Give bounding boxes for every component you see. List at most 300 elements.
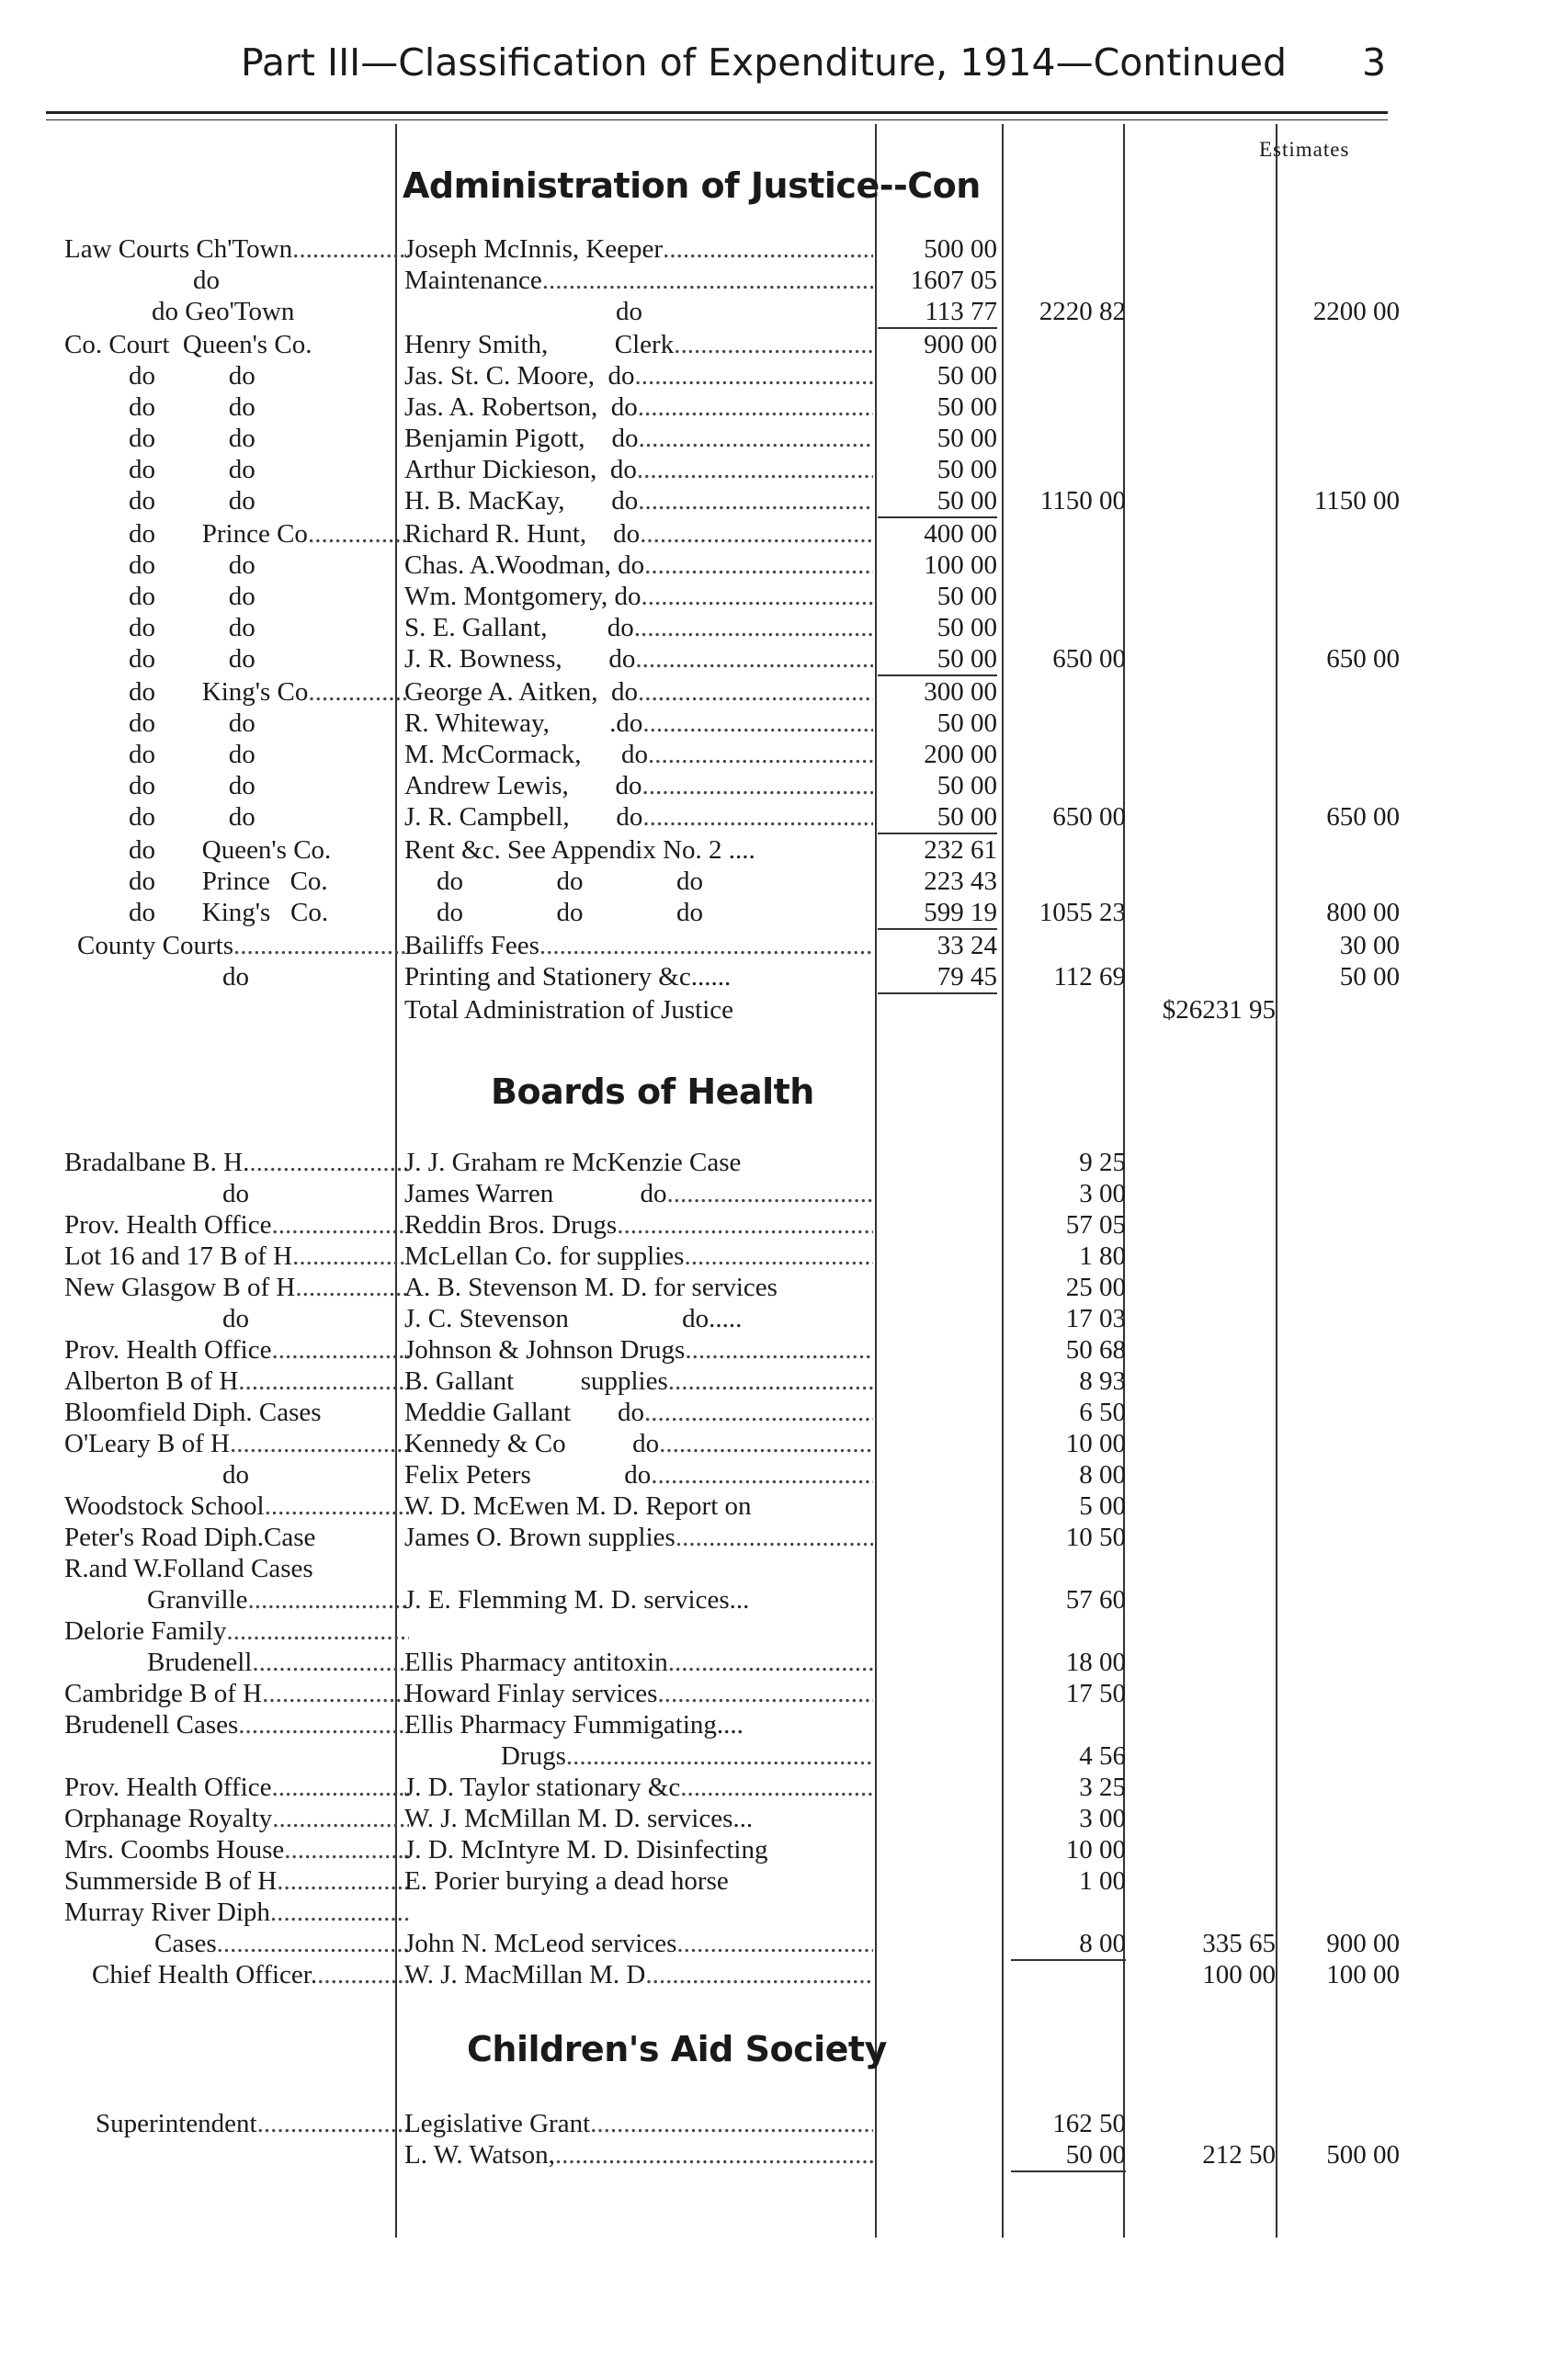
dot-leader: [642, 770, 873, 801]
ledger-row: [0, 1678, 1544, 1709]
item-description: [404, 1272, 873, 1303]
ledger-row: [0, 676, 1544, 708]
left-label-text: Summerside B of H: [64, 1866, 278, 1896]
dot-leader: [644, 550, 873, 581]
ledger-row: [0, 866, 1544, 897]
dot-leader: [292, 1241, 409, 1272]
amount-c3: $26231 95: [1162, 995, 1276, 1025]
dot-leader: [252, 1647, 409, 1678]
amount-c1: 599 19: [878, 897, 997, 930]
item-description: [404, 739, 873, 770]
page-number: 3: [1362, 40, 1387, 85]
item-description: [404, 1178, 873, 1209]
ledger-row: [0, 518, 1544, 550]
left-label: [64, 1709, 409, 1740]
left-label-text: Chief Health Officer.: [92, 1960, 318, 1989]
ledger-row: [0, 1272, 1544, 1303]
item-description-text: Kennedy & Co do: [404, 1429, 660, 1458]
amount-c2: 3 00: [1079, 1804, 1126, 1833]
item-description: [404, 1459, 873, 1490]
ledger-row: [0, 1490, 1544, 1522]
left-label: [64, 801, 409, 833]
left-label: [64, 1678, 409, 1709]
estimate-amount: 900 00: [1326, 1929, 1400, 1958]
dot-leader: [640, 518, 873, 550]
left-label: [64, 897, 409, 928]
dot-leader: [566, 1740, 873, 1772]
left-label: [64, 1834, 409, 1865]
dot-leader: [248, 1584, 409, 1615]
section-heading-childrens-aid: Children's Aid Society: [467, 2029, 887, 2069]
item-description-text: W. D. McEwen M. D. Report on: [404, 1491, 752, 1521]
amount-c1: 113 77: [878, 296, 997, 329]
page-header-title: Part III—Classification of Expenditure, 1914—Continued: [241, 40, 1287, 85]
item-description-text: Joseph McInnis, Keeper: [404, 234, 664, 264]
left-label-text: Lot 16 and 17 B of H: [64, 1241, 293, 1271]
left-label: [64, 676, 409, 708]
item-description-text: E. Porier burying a dead horse: [404, 1866, 729, 1896]
item-description: [404, 2108, 873, 2139]
left-label-text: R.and W.Folland Cases: [64, 1554, 313, 1583]
left-label-text: Superintendent: [96, 2109, 257, 2138]
left-label: [64, 1272, 409, 1303]
left-label: [64, 1490, 409, 1522]
amount-c2: 1 00: [1079, 1866, 1126, 1896]
left-label-text: do do: [129, 392, 255, 422]
item-description: [404, 329, 873, 360]
item-description-text: H. B. MacKay, do: [404, 486, 639, 516]
amount-c2: 50 00: [1011, 2139, 1126, 2172]
amount-c2: 10 50: [1065, 1523, 1126, 1552]
item-description: [404, 1490, 873, 1522]
item-description: [404, 1303, 873, 1334]
left-label: [64, 1334, 409, 1366]
dot-leader: [685, 1334, 873, 1366]
left-label-text: do: [222, 962, 249, 992]
dot-leader: [642, 801, 873, 833]
item-description-text: Arthur Dickieson, do: [404, 455, 637, 484]
left-label: [64, 1615, 409, 1647]
left-label-text: Prov. Health Office: [64, 1773, 272, 1802]
ledger-row: [0, 1303, 1544, 1334]
estimate-amount: 1150 00: [1313, 486, 1400, 516]
item-description-text: W. J. MacMillan M. D: [404, 1960, 646, 1989]
item-description: [404, 454, 873, 485]
left-label-text: do: [193, 266, 220, 295]
item-description-text: Andrew Lewis, do: [404, 771, 642, 800]
amount-c2: 10 00: [1065, 1835, 1126, 1864]
ledger-row: [0, 612, 1544, 643]
item-description-text: J. D. Taylor stationary &c: [404, 1773, 681, 1802]
left-label-text: do King's Co: [129, 677, 309, 707]
left-label: [64, 1772, 409, 1803]
amount-c1: 50 00: [937, 455, 997, 484]
dot-leader: [226, 1615, 409, 1647]
ledger-row: [0, 1772, 1544, 1803]
ledger-row: [0, 296, 1544, 327]
amount-c3: 100 00: [1202, 1960, 1276, 1989]
item-description-text: W. J. McMillan M. D. services...: [404, 1804, 754, 1833]
left-label-text: do Geo'Town: [152, 297, 295, 326]
left-label-text: do: [222, 1304, 249, 1333]
dot-leader: [644, 1397, 873, 1428]
dot-leader: [272, 1803, 409, 1834]
left-label-text: Alberton B of H: [64, 1366, 239, 1396]
dot-leader: [317, 1959, 409, 1990]
left-label-text: do do: [129, 771, 255, 800]
item-description: [404, 1803, 873, 1834]
dot-leader: [277, 1865, 409, 1897]
item-description-text: J. E. Flemming M. D. services...: [404, 1585, 750, 1615]
dot-leader: [637, 454, 873, 485]
estimate-amount: 100 00: [1326, 1960, 1400, 1989]
ledger-row: [0, 1241, 1544, 1272]
ledger-row: [0, 1366, 1544, 1397]
section-heading-health: Boards of Health: [491, 1071, 814, 1112]
item-description: [404, 1709, 873, 1740]
left-label: [64, 233, 409, 265]
estimate-amount: 650 00: [1326, 644, 1400, 674]
dot-leader: [668, 1366, 873, 1397]
item-description: [404, 296, 873, 327]
left-label: [64, 2108, 409, 2139]
item-description: [404, 1366, 873, 1397]
left-label-text: do Queen's Co.: [129, 835, 332, 865]
dot-leader: [638, 391, 873, 423]
dot-leader: [238, 1709, 409, 1740]
left-label: [64, 1584, 409, 1615]
item-description-text: Henry Smith, Clerk: [404, 330, 675, 359]
item-description: [404, 994, 873, 1026]
dot-leader: [676, 1928, 873, 1959]
dot-leader: [638, 676, 873, 708]
amount-c2: 5 00: [1079, 1491, 1126, 1521]
ledger-row: [0, 930, 1544, 961]
item-description-text: Johnson & Johnson Drugs: [404, 1335, 686, 1365]
amount-c2: 50 68: [1065, 1335, 1126, 1365]
dot-leader: [641, 581, 873, 612]
item-description: [404, 1241, 873, 1272]
left-label-text: do do: [129, 708, 255, 738]
item-description: [404, 1647, 873, 1678]
amount-c1: 50 00: [937, 771, 997, 800]
left-label-text: Bloomfield Diph. Cases: [64, 1398, 322, 1427]
ledger-row: [0, 1834, 1544, 1865]
left-label: [64, 739, 409, 770]
amount-c1: 900 00: [924, 330, 997, 359]
ledger-row: [0, 1334, 1544, 1366]
left-label-text: do do: [129, 582, 255, 611]
left-label: [64, 1928, 409, 1959]
dot-leader: [292, 233, 409, 265]
item-description-text: J. R. Campbell, do: [404, 802, 643, 832]
item-description-text: B. Gallant supplies: [404, 1366, 668, 1396]
item-description-text: S. E. Gallant, do: [404, 613, 634, 642]
left-label: [64, 1241, 409, 1272]
dot-leader: [657, 1678, 873, 1709]
amount-c2: 8 00: [1079, 1460, 1126, 1490]
ledger-row: [0, 1428, 1544, 1459]
left-label: [64, 1178, 409, 1209]
left-label-text: do Prince Co: [129, 519, 308, 549]
ledger-row: [0, 961, 1544, 992]
left-label: [64, 1803, 409, 1834]
amount-c1: 79 45: [878, 961, 997, 994]
item-description: [404, 518, 873, 550]
left-label: [64, 1147, 409, 1178]
item-description-text: Richard R. Hunt, do: [404, 519, 641, 549]
item-description-text: do: [616, 297, 642, 326]
amount-c2: 9 25: [1079, 1148, 1126, 1177]
left-label-text: do King's Co.: [129, 898, 329, 927]
left-label: [64, 329, 409, 360]
item-description: [404, 1834, 873, 1865]
left-label: [64, 1522, 409, 1553]
amount-c2: 650 00: [1052, 644, 1126, 674]
item-description-text: Ellis Pharmacy Fummigating....: [404, 1710, 744, 1740]
left-label: [64, 1366, 409, 1397]
amount-c2: 1150 00: [1039, 486, 1126, 516]
item-description-text: Meddie Gallant do: [404, 1398, 644, 1427]
item-description: [404, 360, 873, 391]
item-description-text: M. McCormack, do: [404, 740, 648, 769]
left-label: [64, 454, 409, 485]
item-description-text: J. D. McIntyre M. D. Disinfecting: [404, 1835, 768, 1864]
dot-leader: [542, 265, 873, 296]
amount-c2: 650 00: [1052, 802, 1126, 832]
left-label-text: do: [222, 1460, 249, 1490]
item-description: [404, 643, 873, 674]
left-label: [64, 834, 409, 866]
left-label-text: Prov. Health Office: [64, 1210, 272, 1240]
amount-c2: 1055 23: [1039, 898, 1126, 927]
ledger-row: [0, 834, 1544, 866]
item-description: [404, 1928, 873, 1959]
left-label-text: Cases: [154, 1929, 217, 1958]
amount-c2: 25 00: [1065, 1273, 1126, 1302]
item-description-text: Wm. Montgomery, do: [404, 582, 641, 611]
ledger-row: [0, 581, 1544, 612]
ledger-row: [0, 1522, 1544, 1553]
item-description: [404, 961, 873, 992]
item-description-text: Ellis Pharmacy antitoxin: [404, 1648, 668, 1677]
left-label-text: do Prince Co.: [129, 867, 328, 896]
item-description-text: do do do: [437, 867, 703, 896]
amount-c1: 500 00: [924, 234, 997, 264]
ledger-row: [0, 1178, 1544, 1209]
ledger-row: [0, 770, 1544, 801]
left-label-text: do do: [129, 486, 255, 516]
ledger-row: [0, 1928, 1544, 1959]
dot-leader: [284, 1834, 409, 1865]
dot-leader: [295, 1272, 409, 1303]
dot-leader: [308, 518, 409, 550]
amount-c1: 200 00: [924, 740, 997, 769]
left-label: [64, 612, 409, 643]
left-label: [64, 930, 409, 961]
ledger-row: [0, 1615, 1544, 1647]
amount-c2: 6 50: [1079, 1398, 1126, 1427]
left-label-text: do do: [129, 424, 255, 453]
left-label: [64, 1647, 409, 1678]
left-label-text: Brudenell Cases: [64, 1710, 239, 1740]
dot-leader: [272, 1334, 410, 1366]
ledger-row: [0, 994, 1544, 1026]
ledger-row: [0, 897, 1544, 928]
amount-c2: 8 00: [1011, 1928, 1126, 1961]
item-description-text: Legislative Grant: [404, 2109, 591, 2138]
amount-c2: 3 00: [1079, 1179, 1126, 1208]
left-label-text: do: [222, 1179, 249, 1208]
item-description-text: McLellan Co. for supplies: [404, 1241, 685, 1271]
item-description-text: J. J. Graham re McKenzie Case: [404, 1148, 742, 1177]
left-label: [64, 1897, 409, 1928]
item-description: [404, 676, 873, 708]
item-description-text: Benjamin Pigott, do: [404, 424, 639, 453]
amount-c2: 2220 82: [1039, 297, 1126, 326]
ledger-row: [0, 1209, 1544, 1241]
item-description-text: Maintenance: [404, 266, 542, 295]
ledger-row: [0, 1709, 1544, 1740]
left-label: [64, 391, 409, 423]
item-description-text: L. W. Watson,: [404, 2140, 555, 2170]
item-description: [404, 1772, 873, 1803]
item-description: [404, 550, 873, 581]
amount-c1: 50 00: [937, 424, 997, 453]
left-label-text: do do: [129, 550, 255, 580]
left-label: [64, 1303, 409, 1334]
item-description: [404, 1397, 873, 1428]
item-description: [404, 1678, 873, 1709]
amount-c2: 17 50: [1065, 1679, 1126, 1708]
left-label: [64, 1959, 409, 1990]
ledger-row: [0, 801, 1544, 833]
amount-c2: 17 03: [1065, 1304, 1126, 1333]
left-label-text: do do: [129, 613, 255, 642]
left-label-text: Mrs. Coombs House: [64, 1835, 285, 1864]
left-label: [64, 265, 409, 296]
left-label: [64, 360, 409, 391]
item-description-text: R. Whiteway, .do: [404, 708, 643, 738]
dot-leader: [645, 1959, 873, 1990]
amount-c2: 57 05: [1065, 1210, 1126, 1240]
dot-leader: [617, 1209, 873, 1241]
left-label: [64, 296, 409, 327]
ledger-row: [0, 1740, 1544, 1772]
item-description: [404, 423, 873, 454]
left-label: [64, 866, 409, 897]
header-rule: [46, 111, 1388, 114]
left-label-text: do do: [129, 455, 255, 484]
dot-leader: [651, 1459, 873, 1490]
estimate-amount: 50 00: [1339, 962, 1400, 992]
left-label-text: New Glasgow B of H: [64, 1273, 296, 1302]
ledger-row: [0, 2139, 1544, 2170]
estimates-column-label: Estimates: [1259, 138, 1350, 161]
item-description: [404, 612, 873, 643]
amount-c1: 50 00: [878, 485, 997, 518]
amount-c1: 1607 05: [910, 266, 997, 295]
item-description-text: Rent &c. See Appendix No. 2 ....: [404, 835, 755, 865]
left-label-text: O'Leary B of H: [64, 1429, 230, 1458]
dot-leader: [230, 1428, 409, 1459]
estimate-amount: 2200 00: [1312, 297, 1400, 326]
ledger-row: [0, 485, 1544, 516]
dot-leader: [684, 1241, 873, 1272]
item-description-text: George A. Aitken, do: [404, 677, 638, 707]
amount-c1: 50 00: [937, 582, 997, 611]
ledger-row: [0, 360, 1544, 391]
amount-c2: 8 93: [1079, 1366, 1126, 1396]
dot-leader: [680, 1772, 873, 1803]
item-description: [404, 233, 873, 265]
dot-leader: [265, 1490, 409, 1522]
item-description: [404, 930, 873, 961]
left-label-text: do do: [129, 740, 255, 769]
left-label: [64, 1397, 409, 1428]
ledger-row: [0, 423, 1544, 454]
left-label: [64, 550, 409, 581]
item-description-text: James Warren do: [404, 1179, 667, 1208]
estimate-amount: 800 00: [1326, 898, 1400, 927]
left-label: [64, 518, 409, 550]
dot-leader: [668, 1647, 873, 1678]
left-label: [64, 581, 409, 612]
item-description: [404, 1740, 873, 1772]
dot-leader: [676, 1522, 873, 1553]
dot-leader: [635, 360, 873, 391]
header-rule-thin: [46, 119, 1388, 120]
left-label: [64, 423, 409, 454]
item-description-text: Total Administration of Justice: [404, 995, 734, 1025]
amount-c3: 212 50: [1202, 2140, 1276, 2170]
ledger-row: [0, 1959, 1544, 1990]
item-description: [404, 2139, 873, 2170]
dot-leader: [257, 2108, 409, 2139]
item-description: [404, 1428, 873, 1459]
item-description-text: J. R. Bowness, do: [404, 644, 636, 674]
dot-leader: [308, 676, 409, 708]
item-description: [404, 1959, 873, 1990]
dot-leader: [590, 2108, 873, 2139]
ledger-row: [0, 1584, 1544, 1615]
ledger-row: [0, 739, 1544, 770]
dot-leader: [233, 930, 409, 961]
item-description: [404, 1334, 873, 1366]
ledger-row: [0, 1865, 1544, 1897]
ledger-row: [0, 708, 1544, 739]
amount-c1: 50 00: [937, 361, 997, 391]
left-label-text: Peter's Road Diph.Case: [64, 1523, 316, 1552]
left-label-text: Brudenell: [147, 1648, 253, 1677]
dot-leader: [272, 1209, 410, 1241]
left-label: [64, 1428, 409, 1459]
left-label: [64, 1553, 409, 1584]
dot-leader: [638, 485, 873, 516]
left-label: [64, 1865, 409, 1897]
item-description: [404, 770, 873, 801]
item-description-text: Chas. A.Woodman, do: [404, 550, 645, 580]
ledger-row: [0, 2108, 1544, 2139]
item-description-text: John N. McLeod services: [404, 1929, 677, 1958]
amount-c1: 400 00: [924, 519, 997, 549]
left-label: [64, 961, 409, 992]
ledger-row: [0, 454, 1544, 485]
item-description: [404, 265, 873, 296]
item-description-text: A. B. Stevenson M. D. for services: [404, 1273, 778, 1302]
estimate-amount: 500 00: [1326, 2140, 1400, 2170]
item-description-text: James O. Brown supplies: [404, 1523, 676, 1552]
